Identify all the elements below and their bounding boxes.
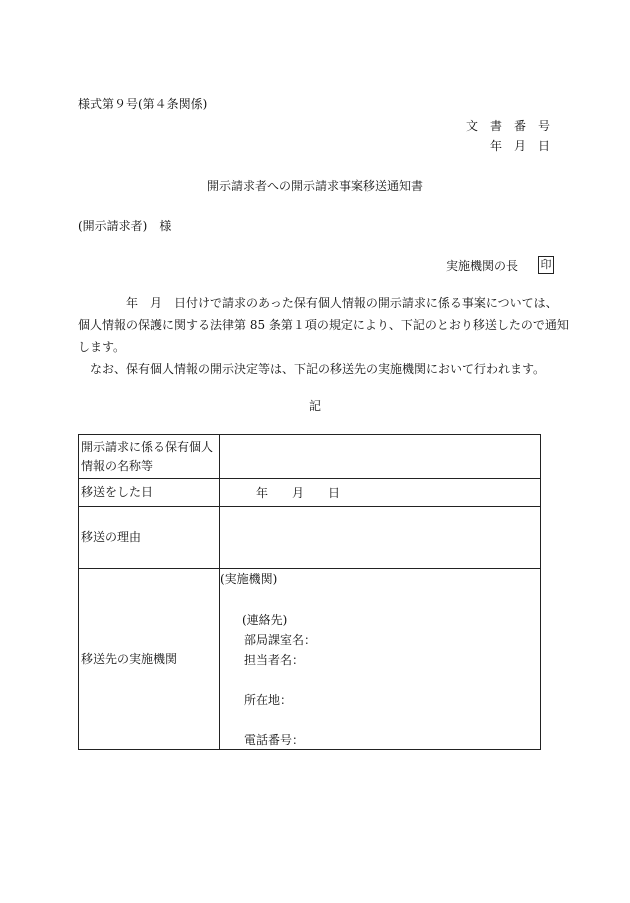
destination-agency-value[interactable]	[220, 569, 541, 750]
transfer-date-value[interactable]	[220, 479, 541, 507]
body-line-2: 個人情報の保護に関する法律第 85 条第１項の規定により、下記のとおり移送したので通知	[78, 318, 569, 332]
document-date-label: 年 月 日	[489, 139, 550, 153]
seal-mark: 印	[538, 256, 554, 274]
transfer-details-table	[78, 434, 541, 750]
body-line-3: します。	[78, 340, 126, 354]
agency-name-label: (実施機関)	[220, 572, 278, 586]
transfer-date-year: 年	[256, 485, 269, 500]
ki-heading: 記	[308, 399, 321, 413]
table-row	[79, 435, 541, 479]
transfer-date-label: 移送をした日	[79, 479, 220, 507]
department-label: 部局課室名：	[244, 633, 317, 647]
table-row	[79, 569, 541, 750]
contact-label: (連絡先)	[242, 613, 288, 627]
transfer-reason-value[interactable]	[220, 507, 541, 569]
person-in-charge-label: 担当者名：	[244, 653, 305, 667]
address-label: 所在地：	[244, 693, 293, 707]
subject-info-value[interactable]	[220, 435, 541, 479]
transfer-date-day: 日	[328, 485, 341, 500]
phone-label: 電話番号：	[244, 733, 305, 747]
document-number-label: 文 書 番 号	[465, 119, 550, 133]
table-row	[79, 479, 541, 507]
body-line-4: なお、保有個人情報の開示決定等は、下記の移送先の実施機関において行われます。	[90, 362, 546, 376]
sender-label: 実施機関の長	[445, 259, 518, 273]
subject-info-label: 開示請求に係る保有個人情報の名称等	[79, 435, 220, 479]
transfer-reason-label: 移送の理由	[79, 507, 220, 569]
form-number: 様式第９号(第４条関係)	[78, 97, 208, 111]
notice-body	[78, 292, 569, 380]
destination-agency-label: 移送先の実施機関	[79, 569, 220, 750]
transfer-date-month: 月	[292, 485, 305, 500]
recipient-line: (開示請求者) 様	[78, 219, 172, 233]
body-line-1: 年 月 日付けで請求のあった保有個人情報の開示請求に係る事案については、	[126, 296, 558, 310]
document-title: 開示請求者への開示請求事案移送通知書	[206, 179, 423, 193]
table-row	[79, 507, 541, 569]
